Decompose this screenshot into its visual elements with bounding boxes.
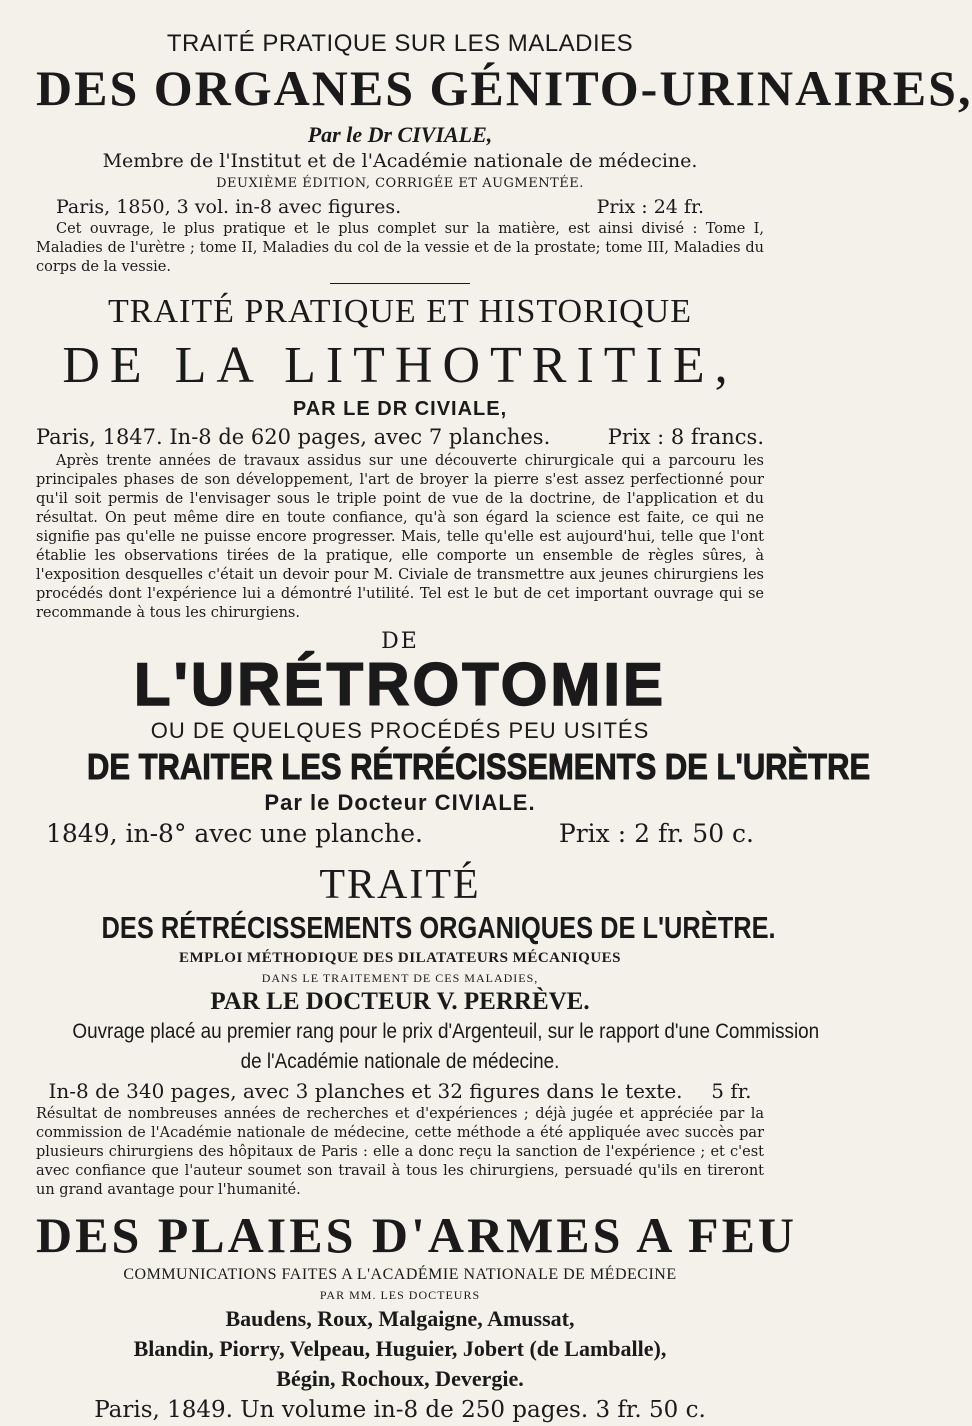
book4-price: 5 fr. xyxy=(711,1079,752,1103)
book1-subtitle: TRAITÉ PRATIQUE SUR LES MALADIES xyxy=(166,30,634,57)
book2-pub-row xyxy=(36,422,764,452)
book4-description: Résultat de nombreuses années de recherches et d'expériences ; déjà jugée et appréciée par la commission de l'Académie nationale de médecine, cette méthode a été appliquée avec succès par plusieurs chirurgiens des hôpitaux de Paris : elle a donc reçu la sanction de l'expérience ; et c'est avec confiance que l'auteur soumet son travail à tous les chirurgiens, persuadé qu'ils en tireront un grand avantage pour l'humanité. xyxy=(36,1106,764,1198)
book3-title2: DE TRAITER LES RÉTRÉCISSEMENTS DE L'URÈTRE xyxy=(86,746,871,787)
book4-award-line2: de l'Académie nationale de médecine. xyxy=(240,1050,560,1073)
book-lithotritie xyxy=(36,292,764,623)
book4-award-line1: Ouvrage placé au premier rang pour le prix d'Argenteuil, sur le rapport d'une Commission xyxy=(72,1020,820,1043)
book3-pub-row xyxy=(36,817,764,851)
book1-price: Prix : 24 fr. xyxy=(596,196,704,218)
book1-title: DES ORGANES GÉNITO-URINAIRES, xyxy=(36,60,972,116)
book5-subtitle: COMMUNICATIONS FAITES A L'ACADÉMIE NATIONALE DE MÉDECINE xyxy=(123,1266,677,1283)
book4-method: EMPLOI MÉTHODIQUE DES DILATATEURS MÉCANIQUES xyxy=(178,950,622,966)
book4-author: PAR LE DOCTEUR V. PERRÈVE. xyxy=(210,988,590,1015)
book1-author: Par le Dr CIVIALE, xyxy=(307,122,493,147)
divider xyxy=(330,283,470,284)
book5-authors-line3: Bégin, Rochoux, Devergie. xyxy=(276,1366,524,1391)
book3-publication: 1849, in-8° avec une planche. xyxy=(46,819,423,848)
book3-author: Par le Docteur CIVIALE. xyxy=(264,790,536,815)
book1-publication: Paris, 1850, 3 vol. in-8 avec figures. xyxy=(56,196,402,218)
book5-by: PAR MM. LES DOCTEURS xyxy=(319,1288,481,1302)
book-retrecissements xyxy=(36,861,820,1200)
book2-description: Après trente années de travaux assidus sur une découverte chirurgicale qui a parcouru les principales phases de son développement, l'art de broyer la pierre s'est assez perfectionné pour qu'il soit permis de l'envisager sous le triple point de vue de la doctrine, de l'application et du résultat. On peut même dire en toute confiance, qu'à son égard la science est faite, ce qui ne signifie pas qu'elle ne puisse encore progresser. Mais, telle qu'elle est aujourd'hui, telle que l'ont établie les observations tirées de la pratique, elle comporte un ensemble de règles sûres, à l'exposition desquelles c'était un devoir pour M. Civiale de transmettre aux jeunes chirurgiens les procédés dont l'expérience lui a démontré l'utilité. Tel est le but de cet important ouvrage qui se recommande à tous les chirurgiens. xyxy=(36,453,764,621)
book5-authors-line2: Blandin, Piorry, Velpeau, Huguier, Jobert (de Lamballe), xyxy=(133,1336,667,1361)
book5-title: DES PLAIES D'ARMES A FEU xyxy=(36,1207,798,1263)
book4-publication: In-8 de 340 pages, avec 3 planches et 32 figures dans le texte. xyxy=(48,1079,683,1103)
book-uretrotomie xyxy=(36,629,871,851)
book4-context: DANS LE TRAITEMENT DE CES MALADIES, xyxy=(261,971,539,985)
book4-pub-row xyxy=(36,1077,764,1105)
book3-de: DE xyxy=(381,629,419,654)
book1-description: Cet ouvrage, le plus pratique et le plus complet sur la matière, est ainsi divisé : Tome I, Maladies de l'urètre ; tome II, Maladies du col de la vessie et de la prostate; tome III, Maladies du corps de la vessie. xyxy=(36,221,764,275)
book2-title: DE LA LITHOTRITIE, xyxy=(62,337,738,394)
book1-edition: DEUXIÈME ÉDITION, CORRIGÉE ET AUGMENTÉE. xyxy=(216,176,584,191)
book-plaies-armes-feu xyxy=(36,1206,798,1426)
book4-title: TRAITÉ xyxy=(319,862,481,908)
book5-publication: Paris, 1849. Un volume in-8 de 250 pages. 3 fr. 50 c. xyxy=(94,1397,706,1423)
book3-price: Prix : 2 fr. 50 c. xyxy=(558,819,754,848)
book2-author: PAR LE DR CIVIALE, xyxy=(292,398,508,420)
book3-title: L'URÉTROTOMIE xyxy=(133,651,667,718)
book1-membership: Membre de l'Institut et de l'Académie nationale de médecine. xyxy=(102,150,698,172)
book-genito-urinaires xyxy=(36,30,972,284)
book5-authors-line1: Baudens, Roux, Malgaigne, Amussat, xyxy=(225,1306,575,1331)
book4-subtitle: DES RÉTRÉCISSEMENTS ORGANIQUES DE L'URÈTRE. xyxy=(101,910,776,945)
book2-subtitle: TRAITÉ PRATIQUE ET HISTORIQUE xyxy=(108,293,692,330)
book2-publication: Paris, 1847. In-8 de 620 pages, avec 7 planches. xyxy=(36,425,551,449)
book1-pub-row xyxy=(36,194,764,220)
book3-subtitle: OU DE QUELQUES PROCÉDÉS PEU USITÉS xyxy=(150,718,650,743)
book2-price: Prix : 8 francs. xyxy=(607,425,764,449)
